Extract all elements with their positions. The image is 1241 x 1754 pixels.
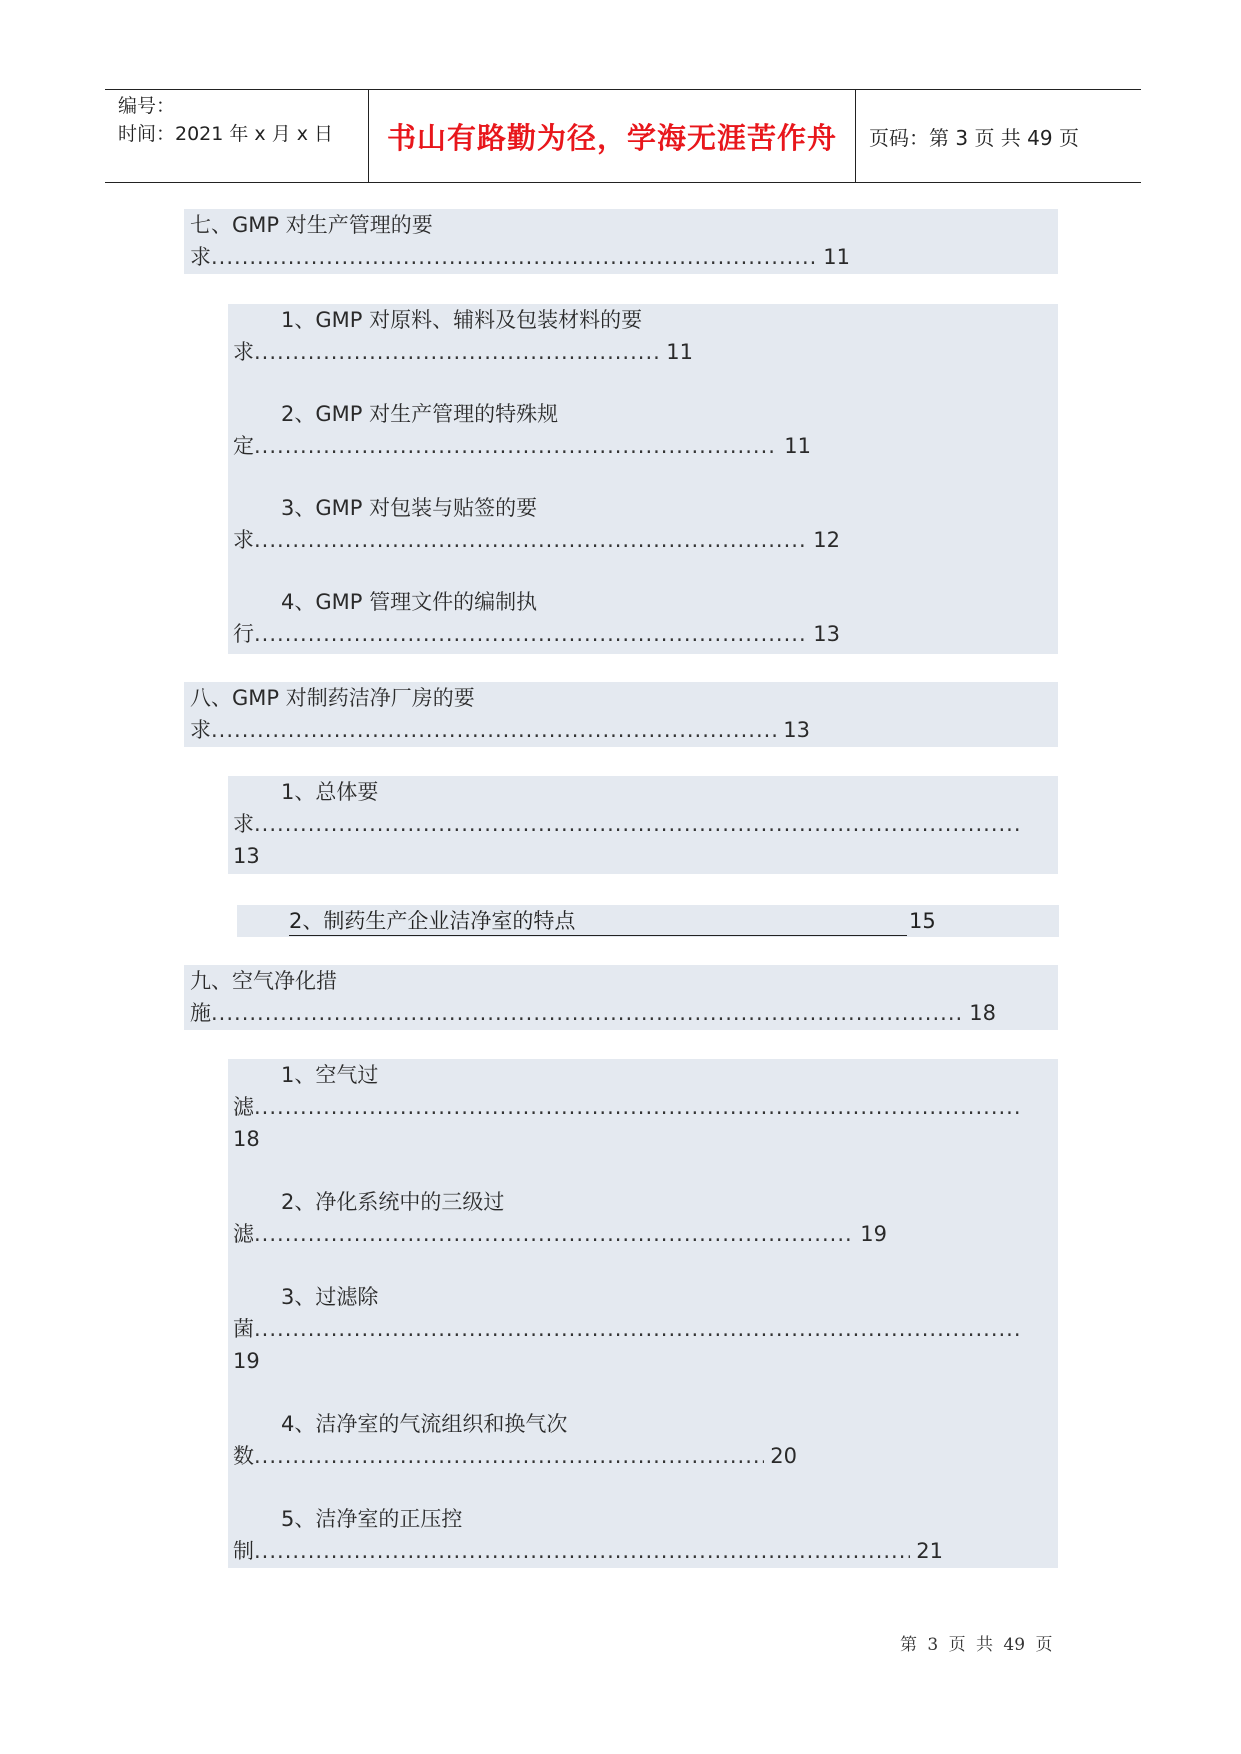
toc-entry-section[interactable] — [233, 1377, 1058, 1472]
header-slogan-cell — [369, 90, 856, 182]
toc-leader-line — [190, 997, 996, 1029]
toc-leader-dots — [254, 430, 778, 462]
toc-entry-section[interactable] — [233, 304, 1058, 368]
toc-leader-line — [233, 336, 693, 368]
toc-entry-title-tail: 求 — [190, 718, 211, 742]
toc-entry-page: 19 — [233, 1349, 260, 1373]
toc-entry-title: 4、洁净室的气流组织和换气次 — [281, 1412, 568, 1436]
toc-leader-dots — [254, 1218, 854, 1250]
toc-leader-line — [233, 808, 1021, 840]
toc-entry-page: 18 — [233, 1127, 260, 1151]
toc-entry-title: 1、总体要 — [281, 780, 379, 804]
toc-leader-dots — [254, 336, 660, 368]
toc-entry-title: 5、洁净室的正压控 — [281, 1507, 463, 1531]
toc-leader-dots — [211, 714, 777, 746]
toc-entry-title: 3、过滤除 — [281, 1285, 379, 1309]
toc-entry-title-tail: 行 — [233, 622, 254, 646]
toc-leader-line — [233, 1535, 943, 1567]
toc-leader-dots — [211, 241, 817, 273]
header-page-info: 页码：第 3 页 共 49 页 — [869, 125, 1079, 150]
toc-entry-section[interactable] — [228, 776, 1058, 874]
toc-entry-title-tail: 求 — [190, 245, 211, 269]
toc-entry-page: 13 — [783, 718, 810, 742]
toc-leader-line — [233, 1218, 887, 1250]
toc-entry-title-tail: 施 — [190, 1001, 211, 1025]
toc-entry-title-tail: 菌 — [233, 1317, 254, 1341]
toc-leader-dots — [254, 524, 807, 556]
toc-entry-title-tail: 求 — [233, 812, 254, 836]
toc-subsection-group — [228, 1059, 1058, 1568]
toc-leader-line — [190, 241, 850, 273]
toc-entry-page: 12 — [813, 528, 840, 552]
toc-entry-section[interactable] — [233, 1472, 1058, 1567]
header-meta — [105, 90, 369, 182]
toc-entry-section[interactable] — [233, 1059, 1058, 1155]
toc-entry-section[interactable] — [233, 462, 1058, 556]
toc-entry-page: 19 — [860, 1222, 887, 1246]
toc-entry-page: 20 — [770, 1444, 797, 1468]
toc-entry-title-tail: 制 — [233, 1539, 254, 1563]
toc-entry-title-tail: 求 — [233, 340, 254, 364]
toc-entry-title-tail: 滤 — [233, 1095, 254, 1119]
toc-entry-title: 七、GMP 对生产管理的要 — [190, 213, 433, 237]
toc-entry-chapter[interactable] — [184, 965, 1058, 1030]
toc-leader-line — [233, 1091, 1021, 1123]
toc-entry-section[interactable] — [233, 1250, 1058, 1377]
toc-leader-dots — [254, 1440, 764, 1472]
toc-entry-title: 2、制药生产企业洁净室的特点 — [289, 905, 907, 936]
toc-entry-chapter[interactable] — [184, 209, 1058, 274]
toc-entry-section[interactable] — [237, 905, 1059, 937]
toc-entry-page: 13 — [813, 622, 840, 646]
toc-leader-dots — [254, 1091, 1021, 1123]
toc-entry-section[interactable] — [233, 1155, 1058, 1250]
toc-leader-dots — [254, 1535, 910, 1567]
toc-entry-page: 18 — [969, 1001, 996, 1025]
toc-entry-section[interactable] — [233, 368, 1058, 462]
toc-entry-page: 15 — [909, 909, 936, 933]
toc-entry-section[interactable] — [233, 556, 1058, 650]
toc-entry-page: 11 — [784, 434, 811, 458]
toc-entry-page: 13 — [233, 844, 260, 868]
toc-entry-title-tail: 滤 — [233, 1222, 254, 1246]
toc-entry-chapter[interactable] — [184, 682, 1058, 747]
toc-entry-title: 4、GMP 管理文件的编制执 — [281, 590, 538, 614]
toc-leader-line — [233, 524, 840, 556]
header-page-info-cell — [856, 90, 1141, 182]
toc-entry-title: 1、GMP 对原料、辅料及包装材料的要 — [281, 308, 643, 332]
toc-entry-title: 九、空气净化措 — [190, 969, 337, 993]
toc-entry-title-tail: 数 — [233, 1444, 254, 1468]
page-header — [105, 89, 1141, 183]
toc-entry-title: 3、GMP 对包装与贴签的要 — [281, 496, 538, 520]
toc-leader-dots — [254, 1313, 1021, 1345]
toc-entry-title: 八、GMP 对制药洁净厂房的要 — [190, 686, 475, 710]
document-number-label: 编号： — [118, 95, 176, 117]
toc-leader-line — [233, 430, 811, 462]
toc-entry-title-tail: 定 — [233, 434, 254, 458]
toc-entry-page: 21 — [916, 1539, 943, 1563]
toc-subsection-group — [228, 304, 1058, 654]
toc-leader-dots — [254, 618, 807, 650]
header-slogan: 书山有路勤为径，学海无涯苦作舟 — [386, 120, 837, 155]
toc-entry-title: 1、空气过 — [281, 1063, 379, 1087]
toc-entry-title-tail: 求 — [233, 528, 254, 552]
toc-entry-title: 2、净化系统中的三级过 — [281, 1190, 505, 1214]
toc-leader-dots — [211, 997, 963, 1029]
toc-entry-page: 11 — [666, 340, 693, 364]
toc-leader-line — [233, 1313, 1021, 1345]
toc-entry-title: 2、GMP 对生产管理的特殊规 — [281, 402, 559, 426]
toc-leader-line — [233, 618, 840, 650]
toc-entry-page: 11 — [823, 245, 850, 269]
page-footer: 第 3 页 共 49 页 — [900, 1635, 1053, 1655]
document-date-label: 时间：2021 年 x 月 x 日 — [118, 123, 334, 145]
toc-leader-dots — [254, 808, 1021, 840]
toc-leader-line — [190, 714, 810, 746]
toc-leader-line — [233, 1440, 797, 1472]
